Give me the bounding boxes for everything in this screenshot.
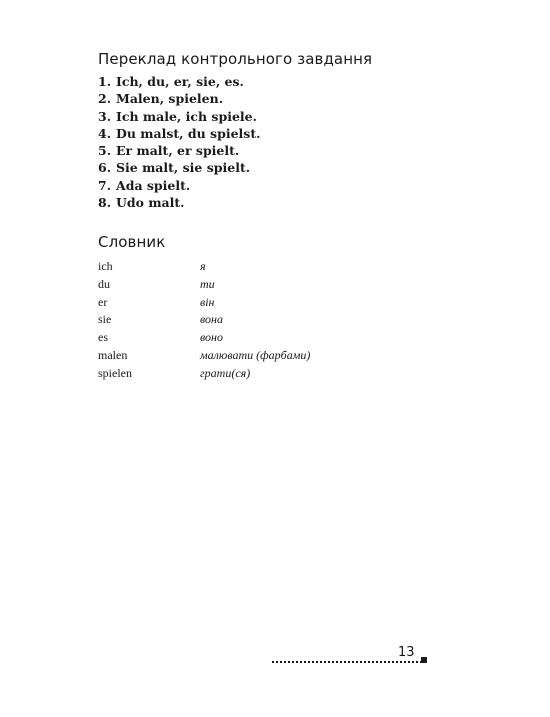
answer-item — [98, 90, 260, 107]
answer-text: Malen, spielen. — [116, 91, 224, 107]
answer-text: Er malt, er spielt. — [116, 143, 240, 159]
answer-item — [98, 142, 260, 159]
dictionary-entry — [98, 276, 310, 294]
ukrainian-translation: він — [200, 294, 215, 309]
answer-number: 5. — [98, 143, 112, 159]
german-word: spielen — [98, 365, 132, 380]
answer-item — [98, 73, 260, 90]
answer-number: 7. — [98, 177, 112, 193]
answer-text: Ada spielt. — [116, 177, 191, 193]
footer-dotted-rule — [272, 661, 422, 663]
dictionary-heading: Словник — [98, 233, 166, 251]
answer-number: 6. — [98, 160, 112, 176]
ukrainian-translation: ти — [200, 276, 215, 291]
answer-text: Du malst, du spielst. — [116, 125, 261, 141]
answer-number: 8. — [98, 195, 112, 211]
german-word: sie — [98, 312, 112, 327]
german-word: es — [98, 330, 108, 345]
answer-text: Udo malt. — [116, 195, 185, 211]
german-word: du — [98, 276, 110, 291]
answer-number: 1. — [98, 74, 112, 89]
page-number: 13 — [398, 645, 415, 660]
answer-text: Sie malt, sie spielt. — [116, 160, 251, 176]
answer-list — [98, 73, 260, 211]
answer-item — [98, 108, 260, 125]
answer-item — [98, 177, 260, 194]
answer-item — [98, 194, 260, 211]
dictionary-entry — [98, 365, 310, 383]
answer-item — [98, 125, 260, 142]
answer-text: Ich, du, er, sie, es. — [116, 74, 244, 89]
ukrainian-translation: грати(ся) — [200, 365, 251, 380]
answer-number: 3. — [98, 108, 112, 124]
answer-text: Ich male, ich spiele. — [116, 108, 257, 124]
german-word: er — [98, 294, 108, 309]
translation-heading: Переклад контрольного завдання — [98, 50, 373, 68]
dictionary-entry — [98, 258, 310, 276]
answer-number: 4. — [98, 125, 112, 141]
footer-square-marker — [421, 657, 427, 663]
ukrainian-translation: малювати (фарбами) — [200, 347, 311, 362]
dictionary-entry — [98, 329, 310, 347]
ukrainian-translation: воно — [200, 330, 224, 345]
german-word: malen — [98, 347, 128, 362]
german-word: ich — [98, 259, 113, 273]
dictionary-list — [98, 258, 310, 383]
answer-item — [98, 159, 260, 176]
dictionary-entry — [98, 347, 310, 365]
answer-number: 2. — [98, 91, 112, 107]
ukrainian-translation: вона — [200, 312, 224, 327]
dictionary-entry — [98, 294, 310, 312]
dictionary-entry — [98, 311, 310, 329]
ukrainian-translation: я — [200, 259, 206, 273]
